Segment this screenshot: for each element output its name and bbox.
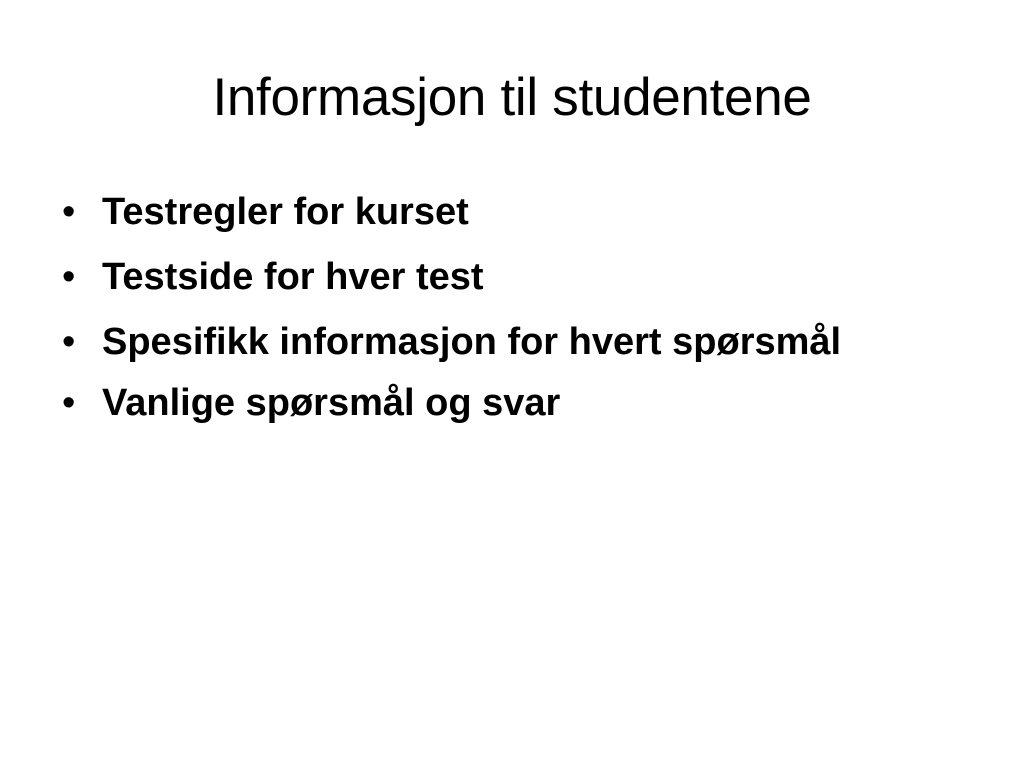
- bullet-marker-icon: •: [62, 382, 76, 424]
- list-item: [0, 318, 1024, 366]
- bullet-text: Vanlige spørsmål og svar: [102, 382, 561, 424]
- list-item: [0, 379, 1024, 427]
- list-item: [0, 188, 1024, 236]
- bullet-text: Testregler for kurset: [102, 191, 469, 233]
- bullet-marker-icon: •: [62, 256, 76, 298]
- list-item: [0, 253, 1024, 301]
- bullet-marker-icon: •: [62, 191, 76, 233]
- slide-title: Informasjon til studentene: [212, 68, 812, 127]
- bullet-text: Testside for hver test: [102, 256, 484, 298]
- bullet-marker-icon: •: [62, 321, 76, 363]
- bullet-text: Spesifikk informasjon for hvert spørsmål: [102, 321, 842, 363]
- bullet-list: [0, 188, 1024, 444]
